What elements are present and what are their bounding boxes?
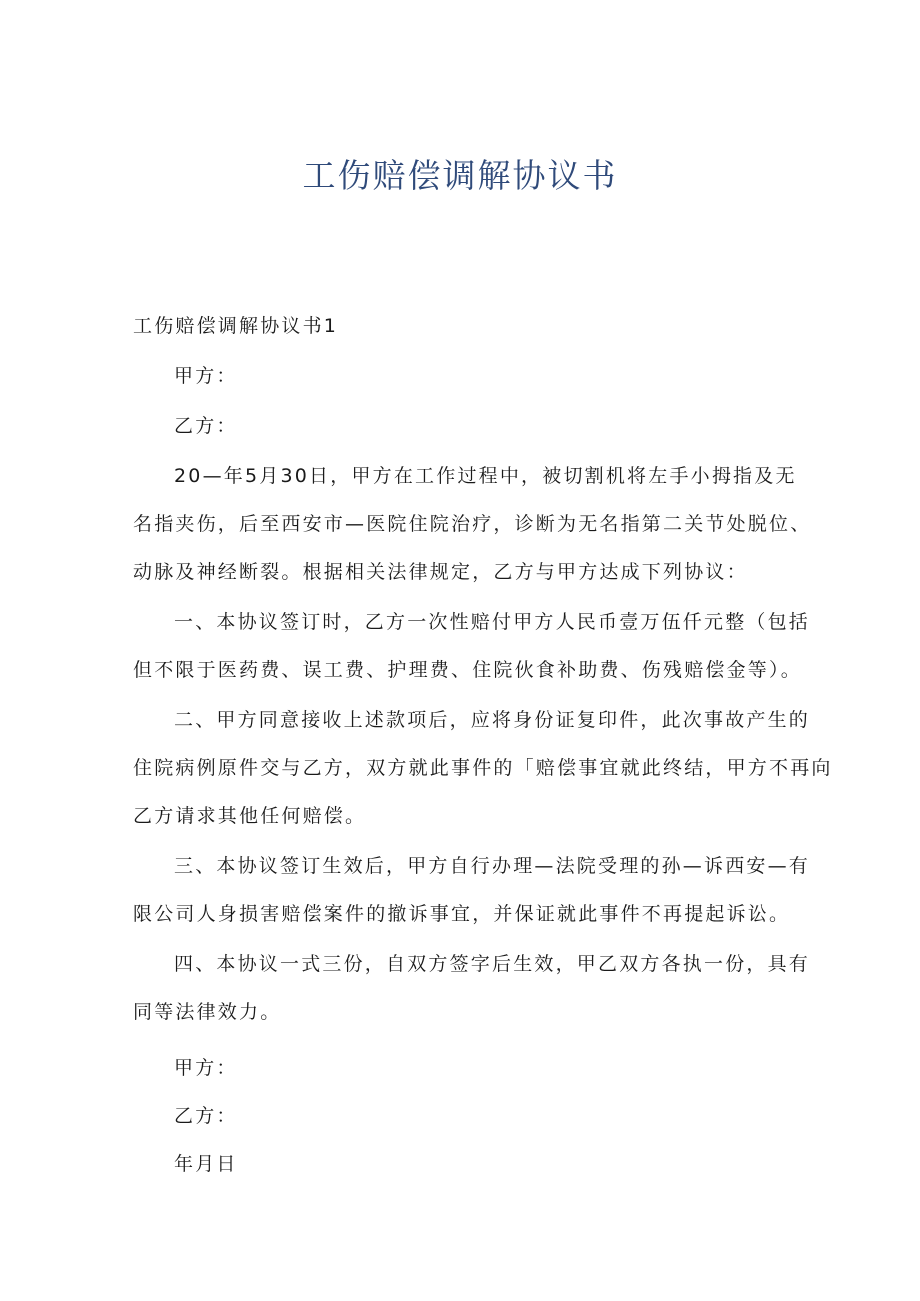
paragraph-clause-1 — [133, 598, 811, 694]
paragraph-clause-3 — [133, 842, 811, 938]
paragraph-line: 限公司人身损害赔偿案件的撤诉事宜，并保证就此事件不再提起诉讼。 — [133, 903, 791, 925]
paragraph-line: 二、甲方同意接收上述款项后，应将身份证复印件，此次事故产生的 — [174, 709, 811, 731]
paragraph-line: 动脉及神经断裂。根据相关法律规定，乙方与甲方达成下列协议： — [133, 561, 748, 583]
paragraph-clause-2 — [133, 696, 833, 840]
party-a-signature-label: 甲方： — [174, 1057, 238, 1079]
paragraph-incident — [133, 452, 812, 596]
paragraph-line: 同等法律效力。 — [133, 1001, 282, 1023]
signature-date: 年月日 — [174, 1153, 238, 1175]
agreement-subtitle: 工伤赔偿调解协议书1 — [133, 315, 339, 337]
paragraph-line: 三、本协议签订生效后，甲方自行办理—法院受理的孙—诉西安—有 — [174, 855, 811, 877]
party-b-label-top: 乙方： — [174, 415, 238, 437]
paragraph-line: 名指夹伤，后至西安市—医院住院治疗，诊断为无名指第二关节处脱位、 — [133, 513, 812, 535]
party-b-signature-label: 乙方： — [174, 1105, 238, 1127]
document-title: 工伤赔偿调解协议书 — [302, 156, 618, 195]
party-a-label-top: 甲方： — [174, 365, 238, 387]
document-body — [133, 302, 833, 1188]
paragraph-line: 住院病例原件交与乙方，双方就此事件的「赔偿事宜就此终结，甲方不再向 — [133, 757, 833, 779]
paragraph-line: 20—年5月30日，甲方在工作过程中，被切割机将左手小拇指及无 — [174, 465, 797, 487]
paragraph-line: 四、本协议一式三份，自双方签字后生效，甲乙双方各执一份，具有 — [174, 953, 811, 975]
paragraph-line: 乙方请求其他任何赔偿。 — [133, 805, 367, 827]
paragraph-line: 一、本协议签订时，乙方一次性赔付甲方人民币壹万伍仟元整（包括 — [174, 611, 811, 633]
paragraph-clause-4 — [133, 940, 811, 1036]
paragraph-line: 但不限于医药费、误工费、护理费、住院伙食补助费、伤残赔偿金等）。 — [133, 659, 802, 681]
